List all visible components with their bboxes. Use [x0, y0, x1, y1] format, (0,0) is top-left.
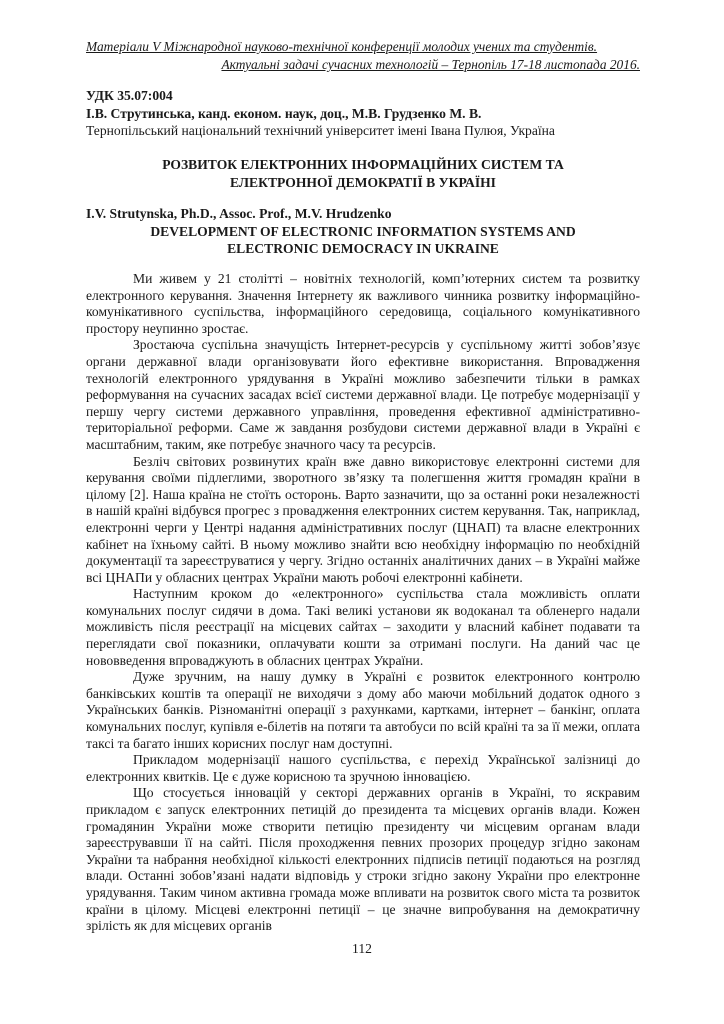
paragraph: Наступним кроком до «електронного» суспільства стала можливість оплати комунальних послуг сидячи в дома. Такі великі установи як водоканал та обленерго надали можливість після реєстрації на місцевих сайтах – заходити у власний кабінет подавати та переглядати свої показники, оплачувати кошти за отримані послуги. На даний час це нововведення впроваджують в обласних центрах України.: [86, 586, 640, 668]
paragraph: Ми живем у 21 столітті – новітніх технологій, комп’ютерних систем та розвитку електронного керування. Значення Інтернету як важливого чинника розвитку інформаційно-комунікативного суспільства, інформаційного середовища, соціального комунікативного простору неупинно зростає.: [86, 271, 640, 336]
paragraph: Зростаюча суспільна значущість Інтернет-ресурсів у суспільному житті зобов’язує органи державної влади організовувати його ефективне використання. Впровадження технологій електронного урядування в Україні можливо забезпечити тільки в рамках реформування на сучасних засадах всієї системи державної влади. Це потребує модернізації у першу чергу системи державного управління, проведення ефективної адміністративно-територіальної реформи. Саме ж завдання розбудови системи державної влади в Україні є масштабним, таким, яке потребує значного часу та ресурсів.: [86, 337, 640, 452]
paragraph: Що стосується інновацій у секторі державних органів в Україні, то яскравим прикладом є запуск електронних петицій до президента та місцевих органів влади. Кожен громадянин України може створити петицію президенту чи місцевим органам влади зареєструвавши її на сайті. Після проходження певних прозорих процедур згідно законам України та набрання необхідної кількості електронних підписів петиції подаються на розгляд влади. Останні зобов’язані надати відповідь у строки згідно закону України про електронне урядування. Таким чином активна громада може впливати на розвиток свого міста та розвиток країни в цілому. Місцеві електронні петиції – це значне випробування на демократичну зрілість як для місцевих органів: [86, 785, 640, 934]
article-meta: [86, 87, 646, 140]
title-en-line: ELECTRONIC DEMOCRACY IN UKRAINE: [227, 241, 499, 256]
conference-header-line-2: Актуальні задачі сучасних технологій – Тернопіль 17-18 листопада 2016.: [221, 57, 640, 72]
title-ua-line: ЕЛЕКТРОННОЇ ДЕМОКРАТІЇ В УКРАЇНІ: [230, 174, 496, 190]
authors-en: I.V. Strutynska, Ph.D., Assoc. Prof., M.V. Hrudzenko: [86, 206, 392, 221]
paragraph: Прикладом модернізації нашого суспільства, є перехід Української залізниці до електронних квитків. Це є дуже корисною та зручною інновацією.: [86, 752, 640, 784]
authors-ua: І.В. Струтинська, канд. економ. наук, доц., М.В. Грудзенко М. В.: [86, 105, 482, 121]
paragraph: Дуже зручним, на нашу думку в Україні є розвиток електронного контролю банківських коштів та операції не виходячи з дому або маючи мобільний додаток одного з Українських банків. Різноманітні операції з рахунками, картками, інтернет – банкінг, оплата комунальних послуг, купівля е-білетів на потяги та автобуси по всій країні та за її межи, оплата таксі та багато інших корисних послуг нам доступні.: [86, 669, 640, 751]
article-body: [86, 271, 640, 935]
conference-header-line-1: Матеріали V Міжнародної науково-технічної конференції молодих учених та студентів.: [86, 39, 598, 54]
title-ua-line: РОЗВИТОК ЕЛЕКТРОННИХ ІНФОРМАЦІЙНИХ СИСТЕМ ТА: [162, 157, 564, 172]
paragraph: Безліч світових розвинутих країн вже давно використовує електронні системи для керування своїми підлеглими, зворотного зв’язку та полегшення життя громадян країни в цілому [2]. Наша країна не стоїть осторонь. Варто зазначити, що за останні роки незалежності в нашій країні відбувся прогрес з провадження електронних систем керування. Так, наприклад, електронні черги у Центрі надання адміністративних послуг (ЦНАП) та власне електронних кабінет на їхньому сайті. В ньому можливо знайти всю необхідну інформацію по необхідній документації та зареєструватися у чергу. Згідно останніх аналітичних даних – в Україні майже всі ЦНАПи у обласних центрах України мають робочі електронні кабінети.: [86, 453, 640, 585]
page-number: 112: [352, 941, 372, 956]
title-ua: [86, 156, 640, 191]
title-en-line: DEVELOPMENT OF ELECTRONIC INFORMATION SYSTEMS AND: [150, 223, 576, 239]
english-block: [86, 205, 640, 258]
udk-code: УДК 35.07:004: [86, 88, 173, 103]
conference-header: [86, 38, 640, 74]
affiliation: Тернопільський національний технічний університет імені Івана Пулюя, Україна: [86, 123, 555, 138]
